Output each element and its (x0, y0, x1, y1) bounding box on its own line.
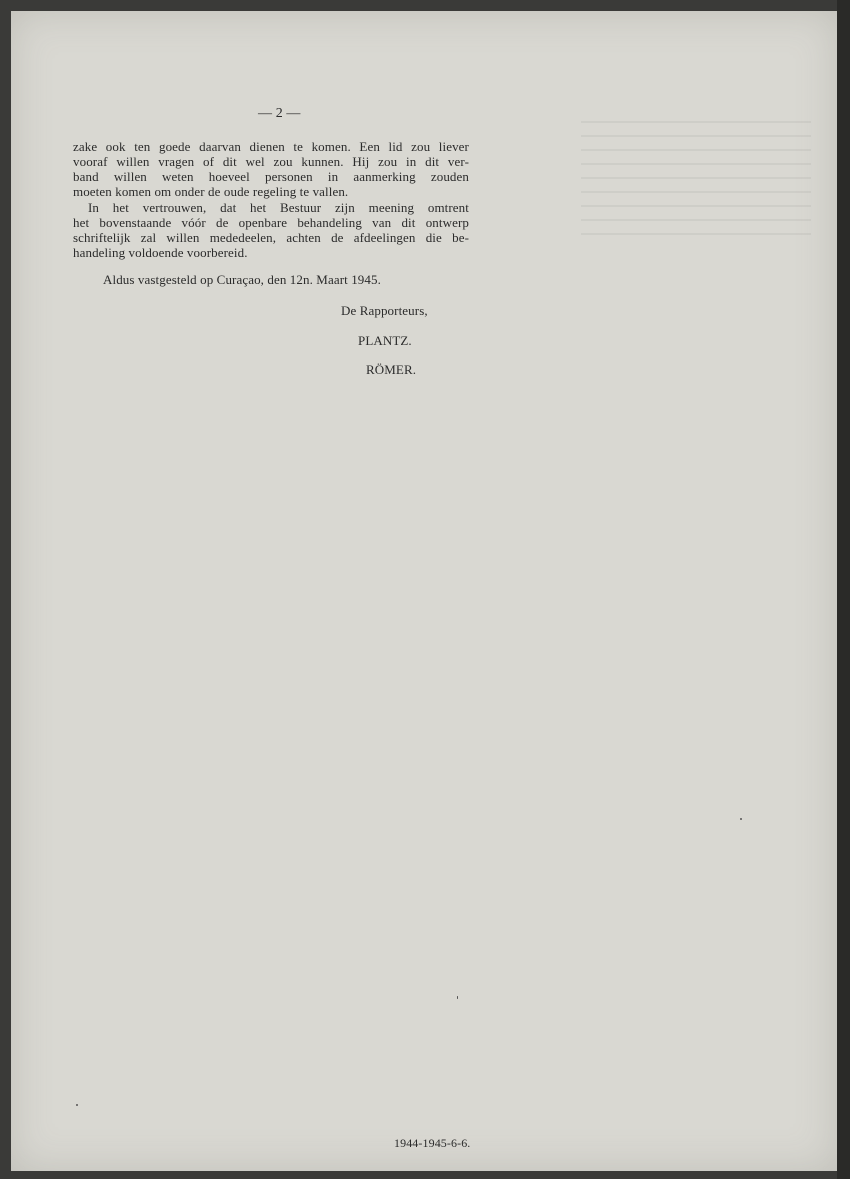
bleed-through-shadow (581, 121, 811, 241)
body-line: vooraf willen vragen of dit wel zou kunnen. Hij zou in dit ver- (73, 154, 469, 169)
paper-speck (457, 996, 458, 999)
signatory-plantz: PLANTZ. (358, 333, 412, 348)
rapporteurs-heading: De Rapporteurs, (341, 303, 428, 318)
body-line: band willen weten hoeveel personen in aanmerking zouden (73, 169, 469, 184)
paper-speck (740, 818, 742, 820)
body-line: moeten komen om onder de oude regeling te vallen. (73, 184, 349, 199)
closing-statement: Aldus vastgesteld op Curaçao, den 12n. Maart 1945. (103, 272, 381, 287)
body-line: zake ook ten goede daarvan dienen te komen. Een lid zou liever (73, 139, 469, 154)
body-line: In het vertrouwen, dat het Bestuur zijn meening omtrent (88, 200, 469, 215)
scan-border (837, 0, 850, 1179)
body-line: handeling voldoende voorbereid. (73, 245, 248, 260)
body-line: het bovenstaande vóór de openbare behandeling van dit ontwerp (73, 215, 469, 230)
body-line: schriftelijk zal willen mededeelen, achten de afdeelingen die be- (73, 230, 469, 245)
footer-reference: 1944-1945-6-6. (394, 1136, 471, 1150)
paper-speck (76, 1104, 78, 1106)
signatory-romer: RÖMER. (366, 362, 417, 377)
page-number: — 2 — (258, 106, 301, 121)
